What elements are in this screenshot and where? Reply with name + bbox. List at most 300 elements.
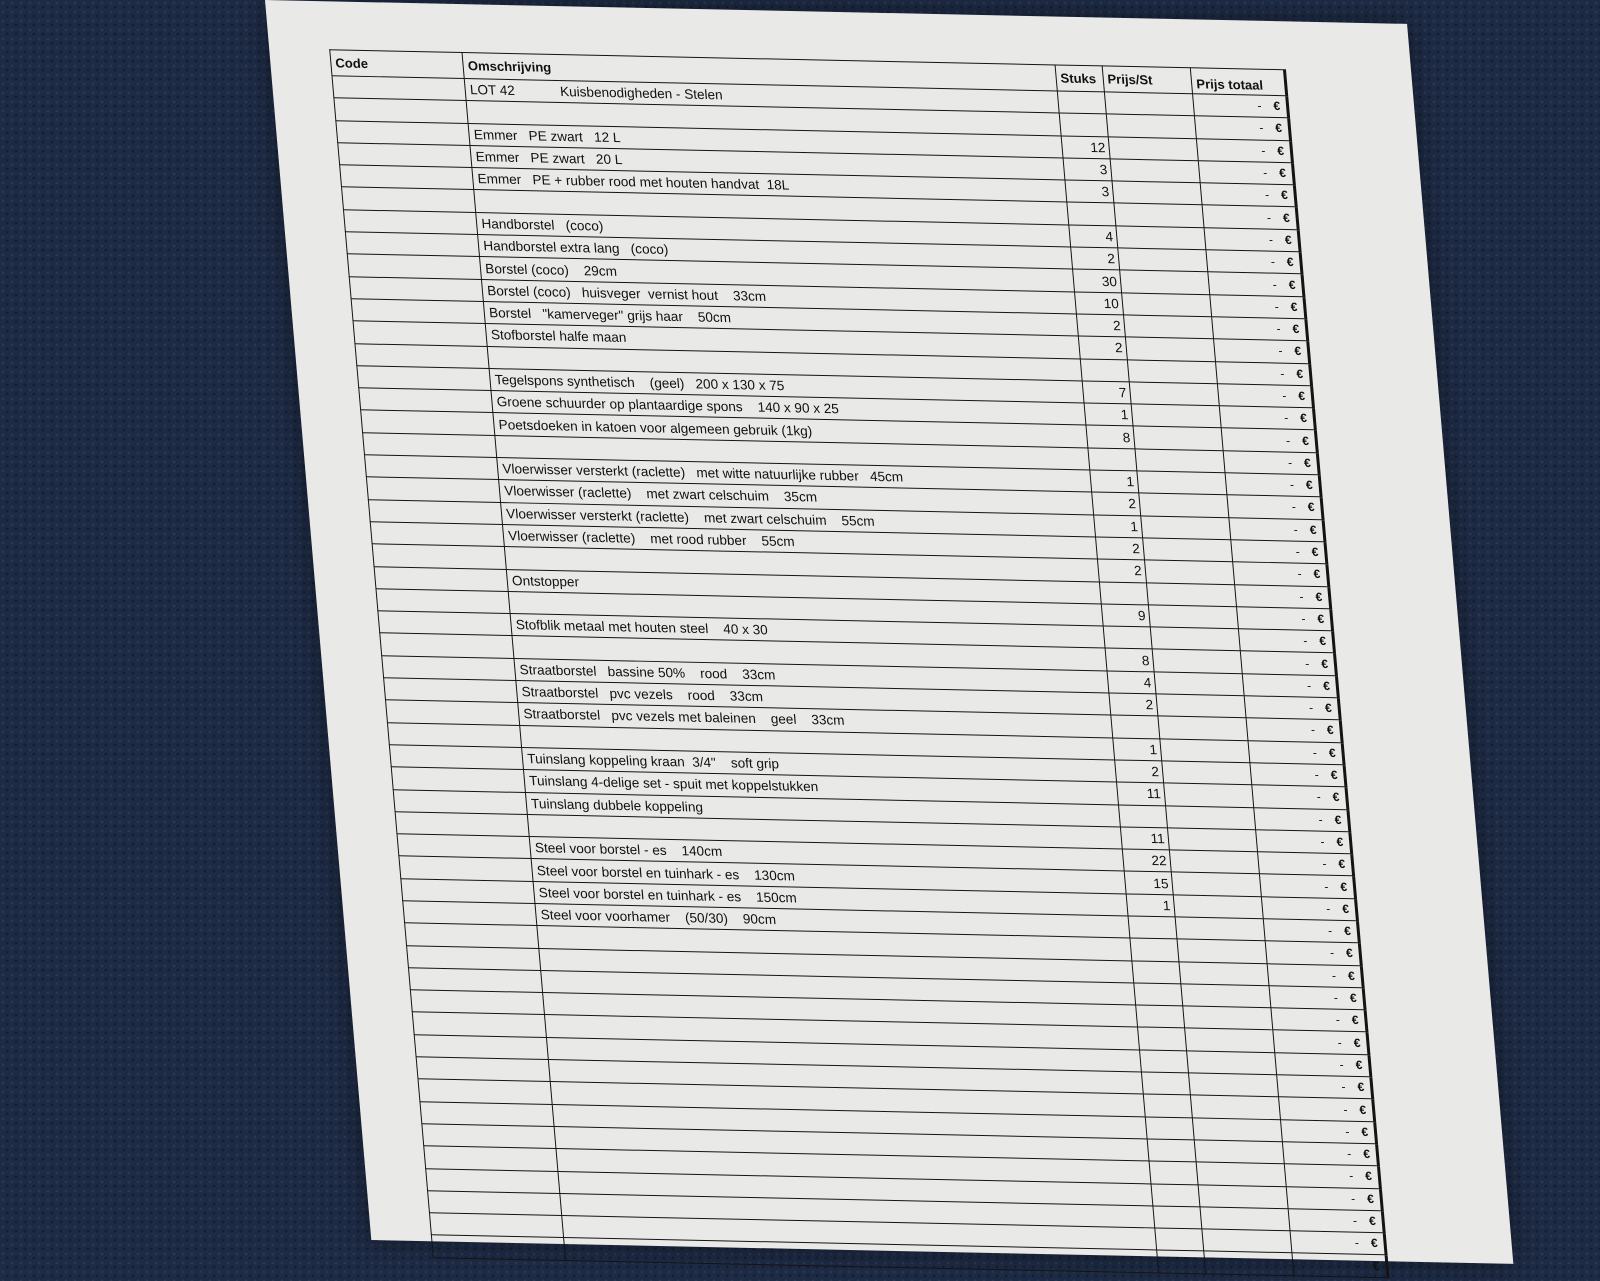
total-dash: - bbox=[1289, 477, 1295, 492]
euro-symbol: € bbox=[1341, 901, 1350, 916]
unit-price-cell bbox=[1108, 137, 1199, 161]
total-cell bbox=[1254, 807, 1350, 831]
euro-symbol: € bbox=[1297, 388, 1306, 404]
description-cell: Borstel "kamerveger" grijs haar 50cm bbox=[484, 302, 1079, 337]
euro-symbol: € bbox=[1299, 411, 1308, 426]
quantity-cell bbox=[1145, 1117, 1194, 1140]
euro-symbol: € bbox=[1358, 1102, 1367, 1117]
total-dash: - bbox=[1279, 366, 1285, 381]
total-cell bbox=[1286, 1186, 1382, 1210]
unit-price-cell bbox=[1104, 92, 1195, 116]
quantity-cell: 8 bbox=[1086, 425, 1135, 448]
quantity-cell bbox=[1132, 961, 1181, 984]
unit-price-cell bbox=[1142, 538, 1233, 562]
unit-price-cell bbox=[1146, 582, 1237, 606]
quantity-cell: 15 bbox=[1124, 871, 1173, 894]
total-cell bbox=[1250, 763, 1346, 787]
total-cell bbox=[1283, 1142, 1379, 1166]
description-cell: Poetsdoeken in katoen voor algemeen gebruik (1kg) bbox=[493, 413, 1088, 448]
unit-price-cell bbox=[1190, 1095, 1281, 1119]
unit-price-cell bbox=[1194, 1140, 1285, 1164]
code-cell bbox=[397, 834, 531, 859]
code-cell bbox=[353, 321, 487, 346]
description-cell: Borstel (coco) 29cm bbox=[480, 257, 1075, 292]
euro-symbol: € bbox=[1326, 723, 1335, 738]
euro-symbol: € bbox=[1343, 924, 1352, 939]
code-cell bbox=[405, 923, 539, 948]
euro-symbol: € bbox=[1339, 879, 1348, 894]
quantity-cell bbox=[1059, 113, 1108, 136]
total-dash: - bbox=[1285, 433, 1291, 448]
quantity-cell bbox=[1136, 1005, 1185, 1028]
quantity-cell: 2 bbox=[1071, 247, 1120, 270]
total-cell bbox=[1206, 250, 1302, 274]
quantity-cell bbox=[1155, 1228, 1204, 1251]
code-cell bbox=[403, 901, 537, 926]
quantity-cell bbox=[1088, 448, 1137, 471]
total-cell bbox=[1292, 1253, 1388, 1277]
euro-symbol: € bbox=[1318, 634, 1327, 649]
euro-symbol: € bbox=[1286, 255, 1295, 270]
unit-price-cell bbox=[1135, 449, 1226, 473]
unit-price-cell bbox=[1121, 293, 1212, 317]
total-cell bbox=[1202, 205, 1298, 229]
euro-symbol: € bbox=[1333, 812, 1342, 827]
code-cell bbox=[340, 165, 474, 190]
euro-symbol: € bbox=[1360, 1124, 1369, 1139]
quantity-cell bbox=[1134, 983, 1183, 1006]
total-cell bbox=[1267, 963, 1363, 987]
total-dash: - bbox=[1352, 1213, 1358, 1228]
unit-price-cell bbox=[1112, 181, 1203, 205]
unit-price-cell bbox=[1200, 1207, 1291, 1231]
total-dash: - bbox=[1340, 1079, 1347, 1094]
quantity-cell bbox=[1118, 804, 1167, 827]
total-cell bbox=[1271, 1008, 1367, 1032]
euro-symbol: € bbox=[1305, 478, 1314, 493]
euro-symbol: € bbox=[1355, 1057, 1363, 1072]
unit-price-cell bbox=[1160, 739, 1251, 763]
code-cell bbox=[416, 1057, 550, 1082]
total-dash: - bbox=[1258, 121, 1264, 136]
order-sheet-paper bbox=[265, 0, 1513, 1273]
total-cell bbox=[1269, 986, 1365, 1010]
quantity-cell: 10 bbox=[1074, 292, 1123, 315]
unit-price-cell bbox=[1182, 1006, 1273, 1030]
quantity-cell: 12 bbox=[1061, 136, 1110, 159]
total-dash: - bbox=[1335, 1012, 1341, 1027]
quantity-cell: 1 bbox=[1084, 403, 1133, 426]
description-cell: Steel voor voorhamer (50/30) 90cm bbox=[535, 904, 1130, 939]
total-cell bbox=[1246, 718, 1342, 742]
euro-symbol: € bbox=[1282, 210, 1291, 225]
total-dash: - bbox=[1300, 611, 1306, 626]
quantity-cell bbox=[1143, 1094, 1192, 1117]
quantity-cell: 2 bbox=[1097, 559, 1146, 582]
total-dash: - bbox=[1333, 990, 1339, 1005]
header-total: Prijs totaal bbox=[1191, 68, 1287, 96]
euro-symbol: € bbox=[1284, 232, 1293, 247]
euro-symbol: € bbox=[1335, 834, 1344, 850]
unit-price-cell bbox=[1198, 1184, 1289, 1208]
euro-symbol: € bbox=[1295, 366, 1304, 381]
euro-symbol: € bbox=[1272, 99, 1281, 114]
code-cell bbox=[391, 767, 525, 792]
quantity-cell bbox=[1057, 91, 1106, 114]
unit-price-cell bbox=[1152, 649, 1243, 673]
euro-symbol: € bbox=[1347, 968, 1356, 983]
total-dash: - bbox=[1342, 1102, 1349, 1117]
euro-symbol: € bbox=[1328, 745, 1337, 760]
total-cell bbox=[1256, 830, 1352, 854]
description-cell: Vloerwisser (raclette) met zwart celschuim 35cm bbox=[499, 480, 1094, 515]
euro-symbol: € bbox=[1316, 611, 1325, 627]
unit-price-cell bbox=[1181, 984, 1272, 1008]
quantity-cell bbox=[1151, 1183, 1200, 1206]
quantity-cell bbox=[1130, 938, 1179, 961]
total-dash: - bbox=[1329, 946, 1335, 961]
total-cell bbox=[1231, 540, 1327, 564]
quantity-cell bbox=[1080, 358, 1129, 381]
quantity-cell: 2 bbox=[1114, 760, 1163, 783]
code-cell bbox=[408, 968, 542, 993]
code-cell bbox=[418, 1079, 552, 1104]
unit-price-cell bbox=[1110, 159, 1201, 183]
euro-symbol: € bbox=[1356, 1080, 1365, 1095]
total-cell bbox=[1212, 317, 1308, 341]
total-dash: - bbox=[1314, 767, 1320, 782]
total-dash: - bbox=[1312, 745, 1318, 760]
description-cell: Tuinslang dubbele koppeling bbox=[526, 792, 1121, 827]
quantity-cell: 1 bbox=[1093, 515, 1142, 538]
quantity-cell bbox=[1067, 202, 1116, 225]
total-dash: - bbox=[1316, 789, 1322, 805]
total-cell bbox=[1198, 161, 1294, 185]
euro-symbol: € bbox=[1288, 277, 1296, 292]
total-dash: - bbox=[1338, 1057, 1345, 1072]
total-dash: - bbox=[1272, 277, 1278, 292]
header-description: Omschrijving bbox=[462, 53, 1057, 91]
code-cell bbox=[399, 856, 533, 881]
euro-symbol: € bbox=[1332, 790, 1340, 805]
description-cell: Emmer PE zwart 12 L bbox=[468, 123, 1063, 158]
total-dash: - bbox=[1346, 1146, 1352, 1161]
total-dash: - bbox=[1273, 299, 1280, 314]
total-dash: - bbox=[1295, 544, 1301, 559]
euro-symbol: € bbox=[1337, 857, 1346, 872]
quantity-cell: 3 bbox=[1065, 180, 1114, 203]
total-cell bbox=[1265, 941, 1361, 965]
description-cell: Stofblik metaal met houten steel 40 x 30 bbox=[510, 614, 1105, 649]
euro-symbol: € bbox=[1303, 455, 1312, 470]
euro-symbol: € bbox=[1278, 165, 1287, 181]
total-dash: - bbox=[1270, 254, 1276, 269]
code-cell bbox=[359, 388, 493, 413]
euro-symbol: € bbox=[1280, 188, 1289, 203]
euro-symbol: € bbox=[1314, 589, 1323, 604]
code-cell bbox=[420, 1101, 554, 1126]
total-cell bbox=[1227, 495, 1323, 519]
total-cell bbox=[1237, 607, 1333, 631]
quantity-cell bbox=[1153, 1206, 1202, 1229]
code-cell bbox=[382, 655, 516, 680]
quantity-cell: 30 bbox=[1072, 269, 1121, 292]
unit-price-cell bbox=[1137, 471, 1228, 495]
header-code: Code bbox=[330, 50, 465, 79]
total-dash: - bbox=[1350, 1191, 1356, 1206]
unit-price-cell bbox=[1179, 961, 1270, 985]
total-dash: - bbox=[1287, 455, 1293, 470]
description-cell: Emmer PE zwart 20 L bbox=[470, 145, 1065, 180]
code-cell bbox=[395, 812, 529, 837]
code-cell bbox=[368, 499, 502, 524]
total-cell bbox=[1260, 874, 1356, 898]
description-cell: Handborstel (coco) bbox=[476, 212, 1071, 247]
description-cell: Vloerwisser versterkt (raclette) met zwart celschuim 55cm bbox=[501, 502, 1096, 537]
quantity-cell bbox=[1137, 1027, 1186, 1050]
euro-symbol: € bbox=[1353, 1035, 1361, 1050]
quantity-cell: 22 bbox=[1122, 849, 1171, 872]
total-cell bbox=[1275, 1053, 1371, 1077]
quantity-cell: 2 bbox=[1078, 336, 1127, 359]
quantity-cell: 2 bbox=[1092, 492, 1141, 515]
code-cell bbox=[387, 722, 521, 747]
quantity-cell: 1 bbox=[1090, 470, 1139, 493]
unit-price-cell bbox=[1129, 382, 1220, 406]
total-cell bbox=[1200, 183, 1296, 207]
unit-price-cell bbox=[1165, 805, 1256, 829]
quantity-cell: 7 bbox=[1082, 381, 1131, 404]
description-cell: Vloerwisser versterkt (raclette) met witte natuurlijke rubber 45cm bbox=[497, 458, 1092, 493]
total-cell bbox=[1197, 138, 1293, 162]
code-cell bbox=[355, 343, 489, 368]
unit-price-cell bbox=[1156, 694, 1247, 718]
total-cell bbox=[1242, 673, 1338, 697]
code-cell bbox=[372, 544, 506, 569]
quantity-cell bbox=[1147, 1139, 1196, 1162]
code-cell bbox=[431, 1235, 565, 1260]
code-cell bbox=[347, 254, 481, 279]
unit-price-cell bbox=[1127, 359, 1218, 383]
total-dash: - bbox=[1356, 1258, 1362, 1273]
total-cell bbox=[1204, 228, 1300, 252]
total-cell bbox=[1235, 584, 1331, 608]
total-dash: - bbox=[1308, 700, 1314, 715]
unit-price-cell bbox=[1116, 226, 1207, 250]
total-dash: - bbox=[1260, 143, 1266, 158]
unit-price-cell bbox=[1133, 426, 1224, 450]
euro-symbol: € bbox=[1368, 1213, 1377, 1229]
quantity-cell: 9 bbox=[1101, 604, 1150, 627]
unit-price-cell bbox=[1202, 1229, 1293, 1253]
euro-symbol: € bbox=[1345, 946, 1354, 961]
total-cell bbox=[1248, 740, 1344, 764]
total-dash: - bbox=[1281, 388, 1287, 403]
euro-symbol: € bbox=[1324, 701, 1333, 716]
quantity-cell bbox=[1141, 1072, 1190, 1095]
code-cell bbox=[370, 522, 504, 547]
euro-symbol: € bbox=[1370, 1236, 1379, 1251]
total-dash: - bbox=[1277, 344, 1284, 359]
euro-symbol: € bbox=[1312, 567, 1321, 582]
code-cell bbox=[429, 1213, 563, 1238]
total-cell bbox=[1244, 696, 1340, 720]
code-cell bbox=[363, 433, 497, 458]
total-cell bbox=[1208, 272, 1304, 296]
quantity-cell: 8 bbox=[1105, 648, 1154, 671]
euro-symbol: € bbox=[1351, 1013, 1360, 1028]
quantity-cell bbox=[1111, 715, 1160, 738]
code-cell bbox=[342, 187, 476, 212]
euro-symbol: € bbox=[1274, 121, 1283, 136]
euro-symbol: € bbox=[1291, 322, 1300, 337]
quantity-cell bbox=[1128, 916, 1177, 939]
total-dash: - bbox=[1331, 968, 1337, 983]
total-dash: - bbox=[1319, 834, 1326, 849]
total-dash: - bbox=[1354, 1235, 1360, 1250]
euro-symbol: € bbox=[1276, 143, 1285, 158]
total-cell bbox=[1223, 451, 1319, 475]
euro-symbol: € bbox=[1293, 344, 1302, 359]
code-cell bbox=[334, 98, 468, 123]
code-cell bbox=[424, 1146, 558, 1171]
total-cell bbox=[1258, 852, 1354, 876]
total-dash: - bbox=[1256, 98, 1262, 113]
total-dash: - bbox=[1306, 678, 1312, 693]
total-dash: - bbox=[1296, 566, 1303, 582]
code-cell bbox=[361, 410, 495, 435]
total-dash: - bbox=[1268, 232, 1274, 247]
total-cell bbox=[1273, 1030, 1369, 1054]
total-dash: - bbox=[1348, 1168, 1354, 1184]
description-cell: Tegelspons synthetisch (geel) 200 x 130 x 75 bbox=[489, 368, 1084, 403]
total-cell bbox=[1285, 1164, 1381, 1188]
euro-symbol: € bbox=[1309, 522, 1318, 537]
unit-price-cell bbox=[1131, 404, 1222, 428]
description-cell: Emmer PE + rubber rood met houten handvat 18L bbox=[472, 168, 1067, 203]
lot-inventory-table bbox=[329, 49, 1389, 1278]
description-cell: Handborstel extra lang (coco) bbox=[478, 235, 1073, 270]
lot-title: Kuisbenodigheden - Stelen bbox=[559, 84, 724, 103]
total-dash: - bbox=[1323, 879, 1329, 894]
total-dash: - bbox=[1304, 656, 1310, 671]
total-dash: - bbox=[1264, 187, 1270, 203]
euro-symbol: € bbox=[1372, 1258, 1381, 1273]
total-cell bbox=[1252, 785, 1348, 809]
total-dash: - bbox=[1291, 500, 1297, 515]
total-cell bbox=[1221, 428, 1317, 452]
euro-symbol: € bbox=[1366, 1191, 1375, 1206]
total-cell bbox=[1241, 651, 1337, 675]
code-cell bbox=[414, 1035, 548, 1060]
description-cell: Steel voor borstel en tuinhark - es 130cm bbox=[531, 859, 1126, 894]
total-cell bbox=[1263, 919, 1359, 943]
code-cell bbox=[374, 566, 508, 591]
code-cell bbox=[410, 990, 544, 1015]
code-cell bbox=[401, 878, 535, 903]
code-cell bbox=[380, 633, 514, 658]
total-cell bbox=[1210, 294, 1306, 318]
lot-code: LOT 42 bbox=[469, 82, 516, 99]
unit-price-cell bbox=[1148, 605, 1239, 629]
total-cell bbox=[1220, 406, 1316, 430]
quantity-cell: 3 bbox=[1063, 158, 1112, 181]
total-cell bbox=[1290, 1231, 1386, 1255]
unit-price-cell bbox=[1169, 850, 1260, 874]
total-dash: - bbox=[1302, 633, 1308, 648]
unit-price-cell bbox=[1150, 627, 1241, 651]
code-cell bbox=[364, 455, 498, 480]
quantity-cell: 2 bbox=[1109, 693, 1158, 716]
code-cell bbox=[343, 210, 477, 235]
total-cell bbox=[1225, 473, 1321, 497]
code-cell bbox=[366, 477, 500, 502]
total-cell bbox=[1229, 517, 1325, 541]
description-cell: Ontstopper bbox=[507, 569, 1102, 604]
total-cell bbox=[1214, 339, 1310, 363]
description-cell: Straatborstel bassine 50% rood 33cm bbox=[514, 658, 1109, 693]
euro-symbol: € bbox=[1322, 678, 1331, 693]
code-cell bbox=[428, 1191, 562, 1216]
code-cell bbox=[384, 678, 518, 703]
unit-price-cell bbox=[1161, 761, 1252, 785]
total-cell bbox=[1262, 896, 1358, 920]
description-cell: Tuinslang 4-delige set - spuit met koppelstukken bbox=[524, 770, 1119, 805]
quantity-cell bbox=[1149, 1161, 1198, 1184]
total-cell bbox=[1288, 1209, 1384, 1233]
code-cell bbox=[357, 366, 491, 391]
description-cell: Vloerwisser (raclette) met rood rubber 55cm bbox=[503, 524, 1098, 559]
total-cell bbox=[1239, 629, 1335, 653]
unit-price-cell bbox=[1173, 895, 1264, 919]
code-cell bbox=[338, 143, 472, 168]
code-cell bbox=[332, 76, 466, 101]
euro-symbol: € bbox=[1290, 299, 1298, 314]
code-cell bbox=[386, 700, 520, 725]
code-cell bbox=[412, 1012, 546, 1037]
total-dash: - bbox=[1266, 210, 1272, 225]
total-dash: - bbox=[1310, 723, 1316, 738]
total-cell bbox=[1277, 1075, 1373, 1099]
description-cell: Groene schuurder op plantaardige spons 140 x 90 x 25 bbox=[491, 391, 1086, 426]
quantity-cell: 2 bbox=[1095, 537, 1144, 560]
euro-symbol: € bbox=[1320, 656, 1329, 671]
unit-price-cell bbox=[1144, 560, 1235, 584]
quantity-cell bbox=[1139, 1050, 1188, 1073]
unit-price-cell bbox=[1106, 114, 1197, 138]
header-quantity: Stuks bbox=[1055, 65, 1104, 92]
total-dash: - bbox=[1344, 1124, 1350, 1139]
quantity-cell: 11 bbox=[1120, 827, 1169, 850]
unit-price-cell bbox=[1119, 270, 1210, 294]
code-cell bbox=[422, 1124, 556, 1149]
code-cell bbox=[349, 276, 483, 301]
total-dash: - bbox=[1298, 589, 1305, 604]
quantity-cell: 1 bbox=[1113, 738, 1162, 761]
total-cell bbox=[1218, 384, 1314, 408]
code-cell bbox=[407, 945, 541, 970]
description-cell: Steel voor borstel en tuinhark - es 150cm bbox=[533, 881, 1128, 916]
total-dash: - bbox=[1317, 812, 1324, 827]
quantity-cell: 11 bbox=[1116, 782, 1165, 805]
unit-price-cell bbox=[1125, 337, 1216, 361]
unit-price-cell bbox=[1114, 203, 1205, 227]
unit-price-cell bbox=[1163, 783, 1254, 807]
quantity-cell: 4 bbox=[1107, 671, 1156, 694]
unit-price-cell bbox=[1140, 516, 1231, 540]
total-dash: - bbox=[1337, 1035, 1343, 1050]
description-cell: Straatborstel pvc vezels met baleinen geel 33cm bbox=[518, 703, 1113, 738]
